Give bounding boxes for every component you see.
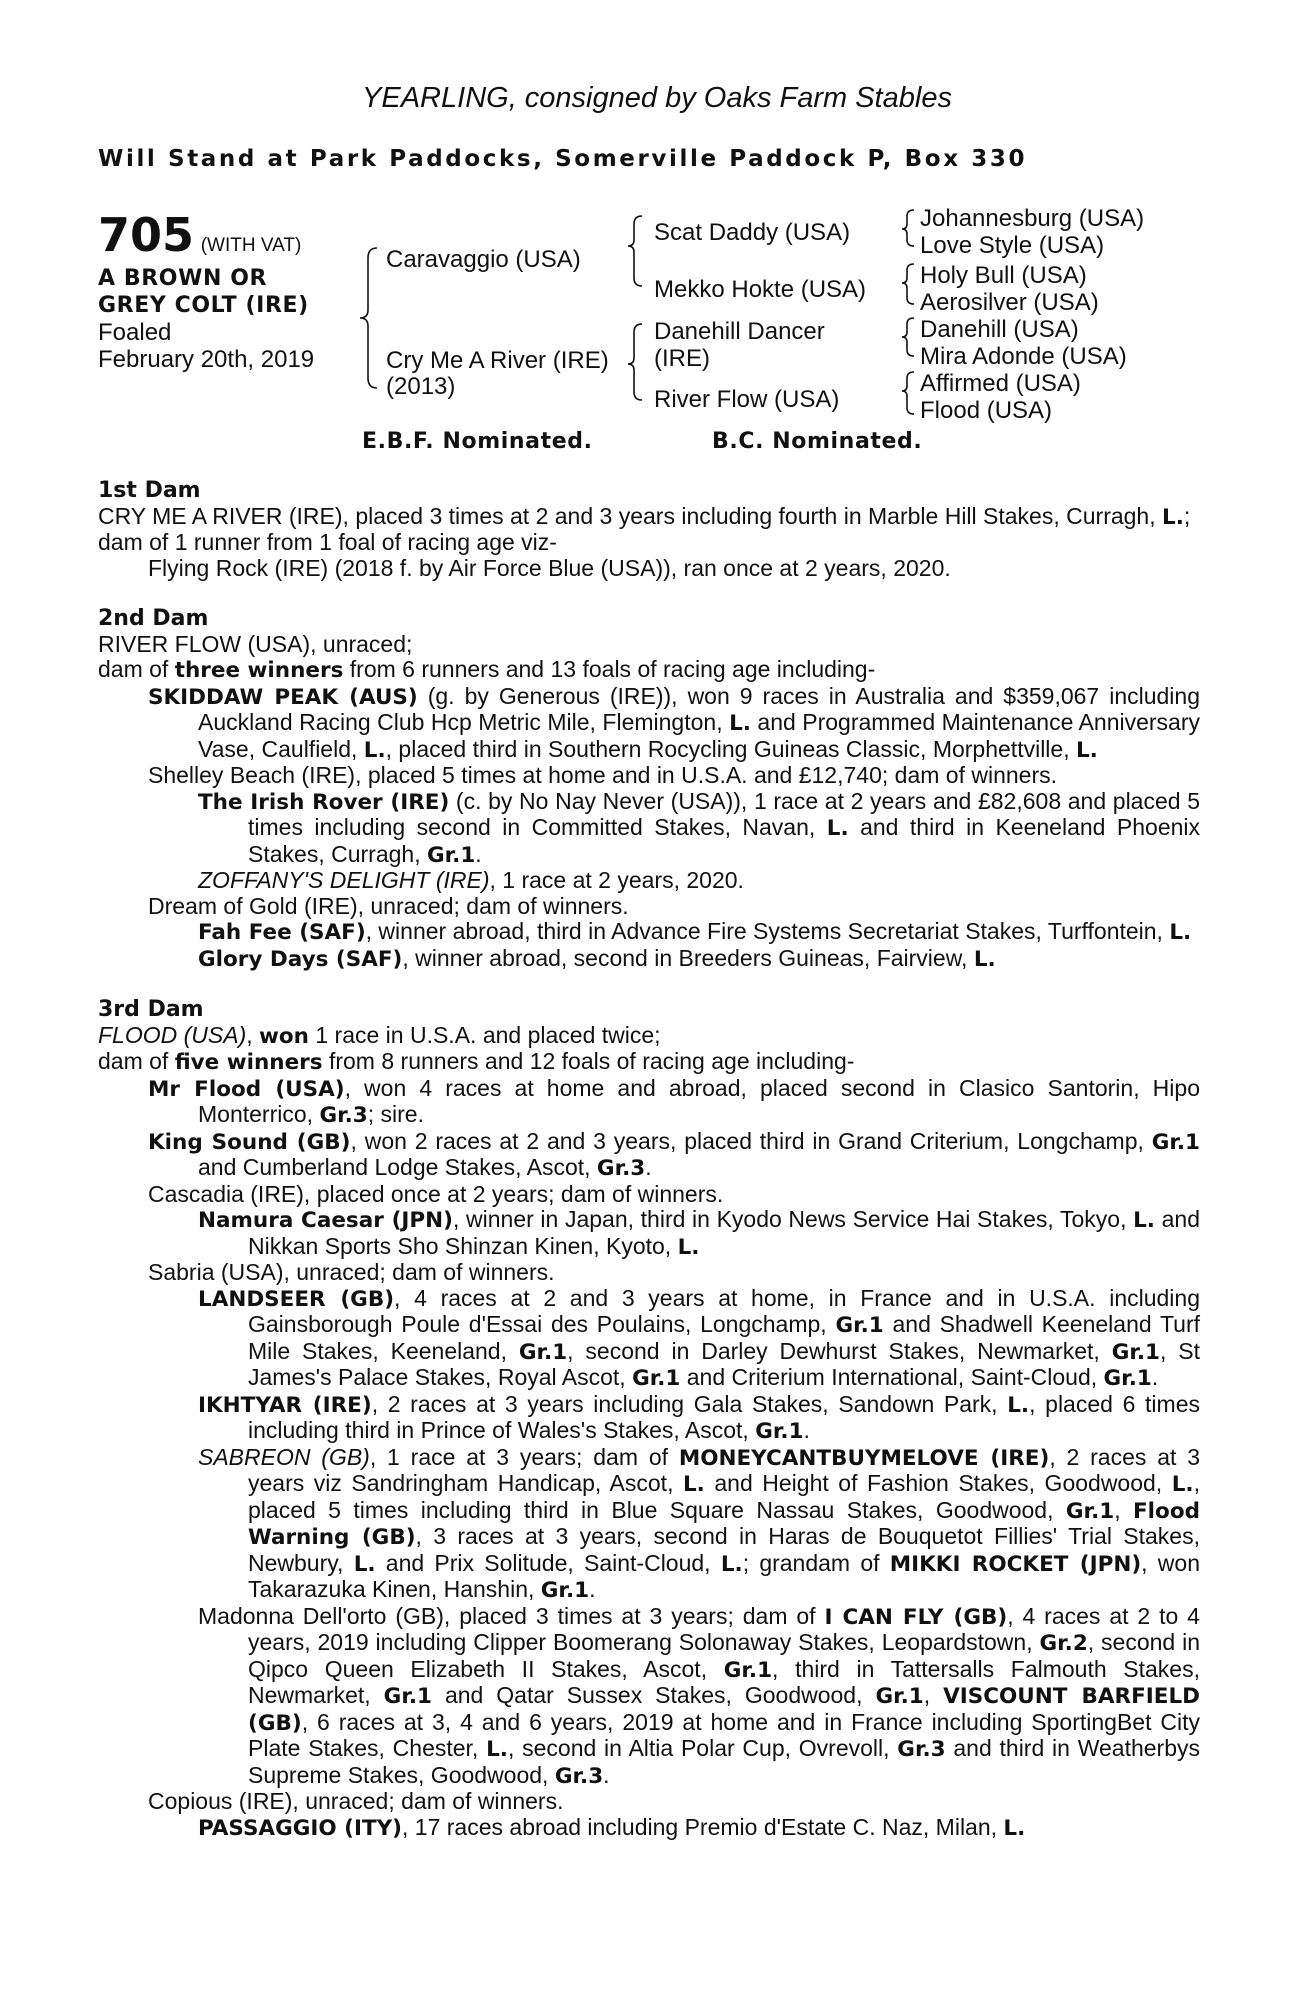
brace-sire <box>628 216 642 286</box>
page-title: YEARLING, consigned by Oaks Farm Stables <box>362 82 952 114</box>
third-dam-record: FLOOD (USA), won 1 race in U.S.A. and placed twice; <box>98 1021 661 1049</box>
stand-location: Will Stand at Park Paddocks, Somerville Paddock P, Box 330 <box>98 146 1028 172</box>
gg-4: Aerosilver (USA) <box>920 289 1099 316</box>
brace-g3 <box>902 318 914 356</box>
produce-sabria: Sabria (USA), unraced; dam of winners. <box>148 1259 555 1285</box>
brace-sire-dam <box>360 248 377 388</box>
produce-madonna-dellorto: Madonna Dell'orto (GB), placed 3 times at 3 years; dam of I CAN FLY (GB), 4 races at 2 to 4 years, 2019 including Clipper Boomerang Solonaway Stakes, Leopardstown, Gr.2, second in Qipco Queen Elizabeth II Stakes, Ascot, Gr.1, third in Tattersalls Falmouth Stakes, Newmarket, Gr.1 and Qatar Sussex Stakes, Goodwood, Gr.1, VISCOUNT BARFIELD (GB), 6 races at 3, 4 and 6 years, 2019 at home and in France including SportingBet City Plate Stakes, Chester, L., second in Altia Polar Cup, Ovrevoll, Gr.3 and third in Weatherbys Supreme Stakes, Goodwood, Gr.3. <box>198 1602 1200 1789</box>
gg-6: Mira Adonde (USA) <box>920 343 1127 370</box>
brace-dam <box>628 324 642 400</box>
produce-ikhtyar: IKHTYAR (IRE), 2 races at 3 years including Gala Stakes, Sandown Park, L., placed 6 times including third in Prince of Wales's Stakes, Ascot, Gr.1. <box>198 1390 1200 1444</box>
dam-year: (2013) <box>386 373 456 400</box>
produce-landseer: LANDSEER (GB), 4 races at 2 and 3 years at home, in France and in U.S.A. including Gainsborough Poule d'Essai des Poulains, Longchamp, Gr.1 and Shadwell Keeneland Turf Mile Stakes, Keeneland, Gr.1, second in Darley Dewhurst Stakes, Newmarket, Gr.1, St James's Palace Stakes, Royal Ascot, Gr.1 and Criterium International, Saint-Cloud, Gr.1. <box>198 1284 1201 1391</box>
first-dam-heading: 1st Dam <box>98 478 201 503</box>
brace-g1 <box>902 210 914 246</box>
bc-nominated: B.C. Nominated. <box>712 429 923 454</box>
produce-the-irish-rover: The Irish Rover (IRE) (c. by No Nay Never (USA)), 1 race at 2 years and £82,608 and placed 5 times including second in Committed Stakes, Navan, L. and third in Keeneland Phoenix Stakes, Curragh, Gr.1. <box>198 787 1201 868</box>
foaled-date: February 20th, 2019 <box>98 346 315 373</box>
gg-5: Danehill (USA) <box>920 316 1079 343</box>
third-dam-produce-summary: dam of five winners from 8 runners and 12 foals of racing age including- <box>98 1048 855 1075</box>
produce-namura-caesar: Namura Caesar (JPN), winner in Japan, third in Kyodo News Service Hai Stakes, Tokyo, L. and Nikkan Sports Sho Shinzan Kinen, Kyoto, L. <box>198 1206 1200 1260</box>
produce-sabreon: SABREON (GB), 1 race at 3 years; dam of MONEYCANTBUYMELOVE (IRE), 2 races at 3 years viz Sandringham Handicap, Ascot, L. and Height of Fashion Stakes, Goodwood, L., placed 5 times including third in Blue Square Nassau Stakes, Goodwood, Gr.1, Flood Warning (GB), 3 races at 3 years, second in Haras de Bouquetot Fillies' Trial Stakes, Newbury, L. and Prix Solitude, Saint-Cloud, L.; grandam of MIKKI ROCKET (JPN), won Takarazuka Kinen, Hanshin, Gr.1. <box>198 1443 1200 1603</box>
produce-copious: Copious (IRE), unraced; dam of winners. <box>148 1788 564 1814</box>
lot-description-line1: A BROWN OR <box>98 266 268 291</box>
sire-dam: Mekko Hokte (USA) <box>654 276 867 303</box>
gg-3: Holy Bull (USA) <box>920 262 1087 289</box>
gg-2: Love Style (USA) <box>920 232 1105 259</box>
foaled-label: Foaled <box>98 319 172 346</box>
brace-g2 <box>902 264 914 304</box>
produce-king-sound: King Sound (GB), won 2 races at 2 and 3 years, placed third in Grand Criterium, Longchamp, Gr.1 and Cumberland Lodge Stakes, Ascot, Gr.3. <box>148 1127 1200 1181</box>
produce-glory-days: Glory Days (SAF), winner abroad, second in Breeders Guineas, Fairview, L. <box>198 944 996 972</box>
family-text <box>98 478 1200 1841</box>
produce-cascadia: Cascadia (IRE), placed once at 2 years; dam of winners. <box>148 1180 724 1207</box>
produce-flying-rock: Flying Rock (IRE) (2018 f. by Air Force Blue (USA)), ran once at 2 years, 2020. <box>148 554 951 581</box>
sire: Caravaggio (USA) <box>386 246 581 273</box>
second-dam-heading: 2nd Dam <box>98 606 209 631</box>
produce-fah-fee: Fah Fee (SAF), winner abroad, third in Advance Fire Systems Secretariat Stakes, Turffontein, L. <box>198 918 1192 945</box>
second-dam-record: RIVER FLOW (USA), unraced; <box>98 630 413 657</box>
produce-dream-of-gold: Dream of Gold (IRE), unraced; dam of winners. <box>148 892 629 919</box>
third-dam-heading: 3rd Dam <box>98 997 204 1022</box>
produce-mr-flood: Mr Flood (USA), won 4 races at home and abroad, placed second in Clasico Santorin, Hipo Monterrico, Gr.3; sire. <box>148 1074 1200 1128</box>
dam: Cry Me A River (IRE) <box>386 347 609 374</box>
brace-g4 <box>902 372 914 414</box>
lot-description-line2: GREY COLT (IRE) <box>98 293 309 318</box>
ebf-nominated: E.B.F. Nominated. <box>362 429 593 454</box>
produce-passaggio: PASSAGGIO (ITY), 17 races abroad including Premio d'Estate C. Naz, Milan, L. <box>198 1813 1026 1841</box>
dam-dam: River Flow (USA) <box>654 386 840 413</box>
dam-sire-line1: Danehill Dancer <box>654 318 825 345</box>
produce-shelley-beach: Shelley Beach (IRE), placed 5 times at home and in U.S.A. and £12,740; dam of winners. <box>148 762 1057 788</box>
lot-number: 705 <box>98 208 195 262</box>
first-dam-record: CRY ME A RIVER (IRE), placed 3 times at 2 and 3 years including fourth in Marble Hill Stakes, Curragh, L.; <box>98 502 1191 530</box>
first-dam-produce-summary: dam of 1 runner from 1 foal of racing age viz- <box>98 529 557 555</box>
vat-note: (WITH VAT) <box>200 235 302 256</box>
second-dam-produce-summary: dam of three winners from 6 runners and 13 foals of racing age including- <box>98 656 876 683</box>
sire-sire: Scat Daddy (USA) <box>654 219 851 246</box>
gg-1: Johannesburg (USA) <box>920 205 1145 232</box>
gg-7: Affirmed (USA) <box>920 370 1081 397</box>
produce-zoffanys-delight: ZOFFANY'S DELIGHT (IRE), 1 race at 2 years, 2020. <box>198 867 744 893</box>
produce-skiddaw-peak: SKIDDAW PEAK (AUS) (g. by Generous (IRE)), won 9 races in Australia and $359,067 including Auckland Racing Club Hcp Metric Mile, Flemington, L. and Programmed Maintenance Anniversary Vase, Caulfield, L., placed third in Southern Rocycling Guineas Classic, Morphettville, L. <box>148 682 1200 763</box>
dam-sire-line2: (IRE) <box>654 345 710 372</box>
gg-8: Flood (USA) <box>920 397 1053 424</box>
